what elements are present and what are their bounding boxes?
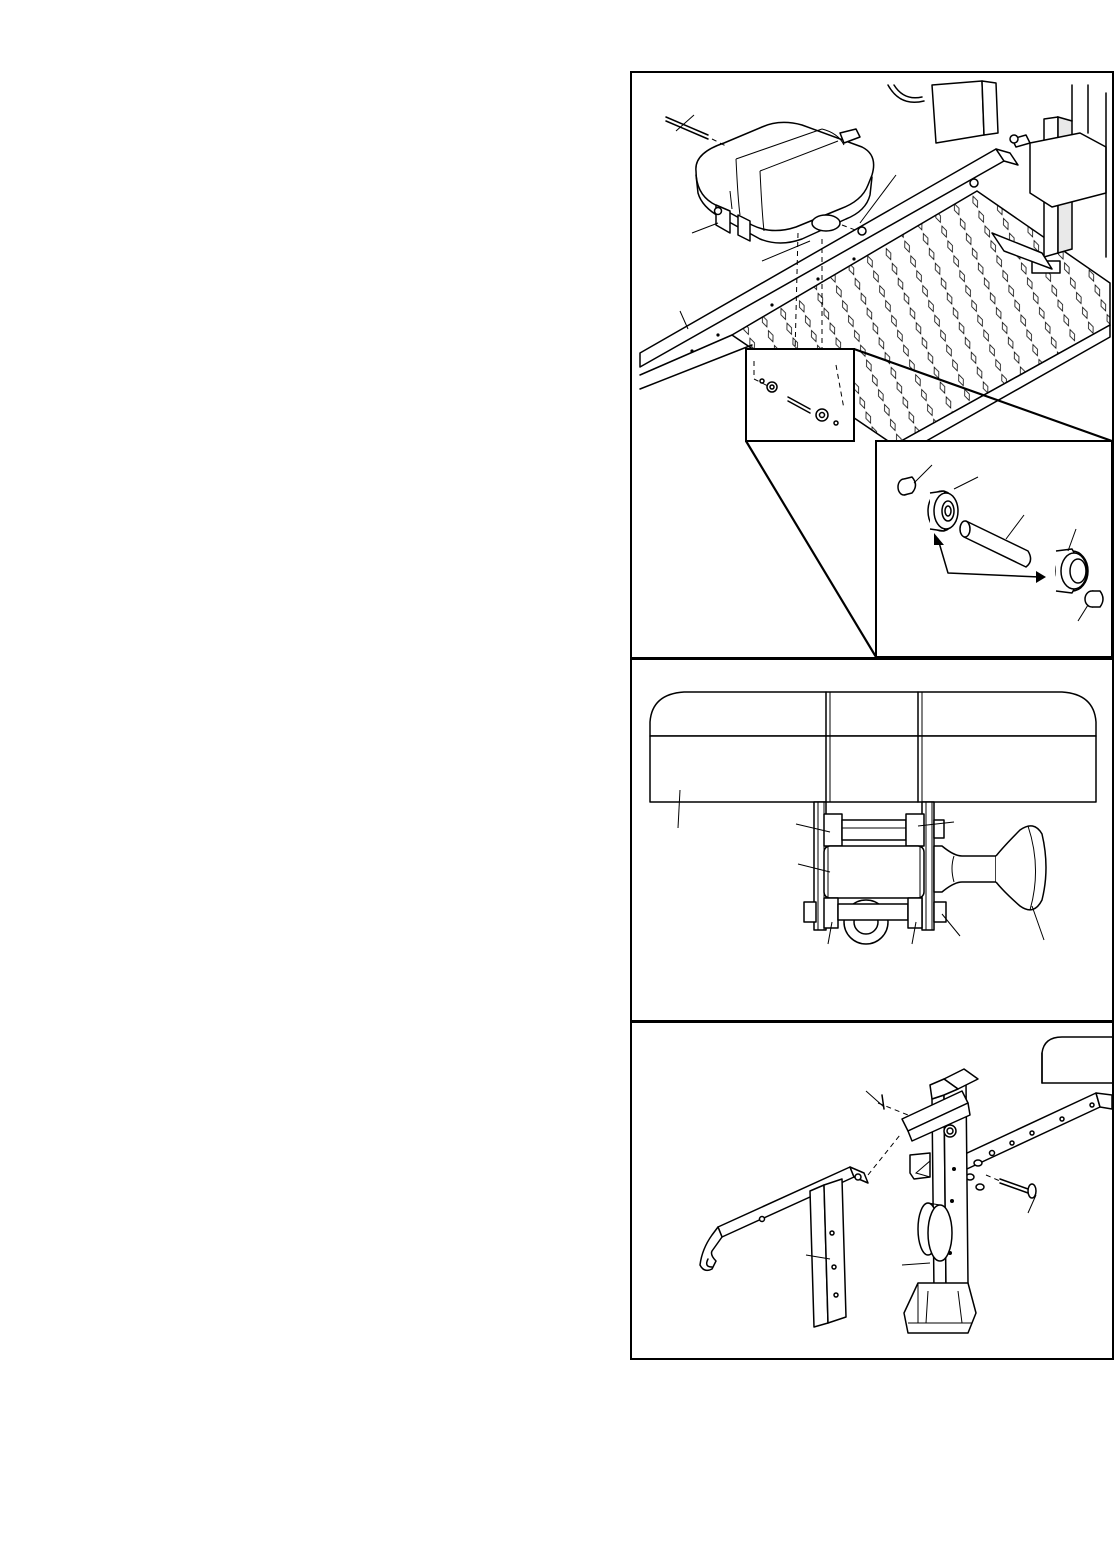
leg-assembly-figure bbox=[630, 1021, 1114, 1360]
bearing-detail-box bbox=[876, 441, 1112, 657]
main-post bbox=[902, 1069, 978, 1333]
inset-detail-box bbox=[746, 349, 854, 441]
seat-roller-drawing bbox=[632, 660, 1112, 1020]
seat-pad bbox=[696, 122, 874, 243]
seat-roller-figure bbox=[630, 658, 1114, 1022]
horizontal-frame bbox=[950, 1093, 1112, 1190]
leg-tube bbox=[810, 1179, 846, 1327]
center-roller bbox=[824, 846, 924, 898]
leg-arm bbox=[700, 1135, 900, 1270]
leg-assembly-drawing bbox=[632, 1023, 1112, 1358]
seat-pad-front bbox=[650, 692, 1096, 802]
seat-assembly-figure bbox=[630, 71, 1114, 659]
side-knob bbox=[934, 826, 1046, 910]
seat-assembly-drawing bbox=[632, 73, 1112, 657]
